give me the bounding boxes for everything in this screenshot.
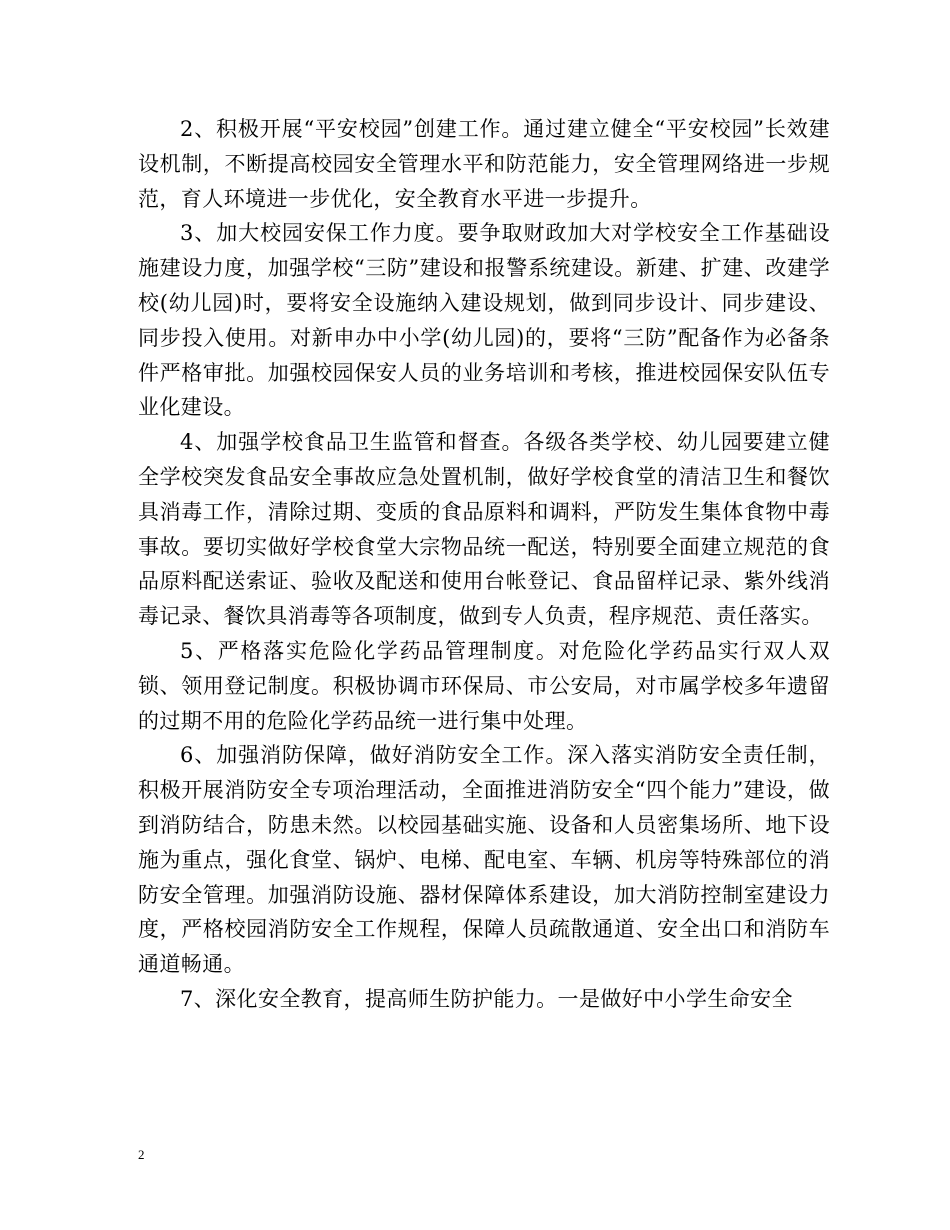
paragraph-item-7: 7、深化安全教育，提高师生防护能力。一是做好中小学生命安全 (180, 986, 793, 1011)
paragraph-item-3: 3、加大校园安保工作力度。要争取财政加大对学校安全工作基础设施建设力度，加强学校“三防”建设和报警系统建设。新建、扩建、改建学校(幼儿园)时，要将安全设施纳入建设规划，做到同步设计、同步建设、同步投入使用。对新申办中小学(幼儿园)的，要将“三防”配备作为必备条件严格审批。加强校园保安人员的业务培训和考核，推进校园保安队伍专业化建设。 (138, 221, 830, 420)
page-number: 2 (138, 1147, 145, 1162)
paragraph-item-2: 2、积极开展“平安校园”创建工作。通过建立健全“平安校园”长效建设机制，不断提高校园安全管理水平和防范能力，安全管理网络进一步规范，育人环境进一步优化，安全教育水平进一步提升。 (138, 117, 830, 211)
paragraph-item-4: 4、加强学校食品卫生监管和督查。各级各类学校、幼儿园要建立健全学校突发食品安全事故应急处置机制，做好学校食堂的清洁卫生和餐饮具消毒工作，清除过期、变质的食品原料和调料，严防发生集体食物中毒事故。要切实做好学校食堂大宗物品统一配送，特别要全面建立规范的食品原料配送索证、验收及配送和使用台帐登记、食品留样记录、紫外线消毒记录、餐饮具消毒等各项制度，做到专人负责，程序规范、责任落实。 (138, 430, 830, 629)
paragraph-item-6: 6、加强消防保障，做好消防安全工作。深入落实消防安全责任制，积极开展消防安全专项治理活动，全面推进消防安全“四个能力”建设，做到消防结合，防患未然。以校园基础实施、设备和人员密集场所、地下设施为重点，强化食堂、锅炉、电梯、配电室、车辆、机房等特殊部位的消防安全管理。加强消防设施、器材保障体系建设，加大消防控制室建设力度，严格校园消防安全工作规程，保障人员疏散通道、安全出口和消防车通道畅通。 (138, 743, 830, 977)
document-body (138, 112, 830, 1017)
paragraph-item-5: 5、严格落实危险化学药品管理制度。对危险化学药品实行双人双锁、领用登记制度。积极协调市环保局、市公安局，对市属学校多年遗留的过期不用的危险化学药品统一进行集中处理。 (138, 638, 830, 733)
